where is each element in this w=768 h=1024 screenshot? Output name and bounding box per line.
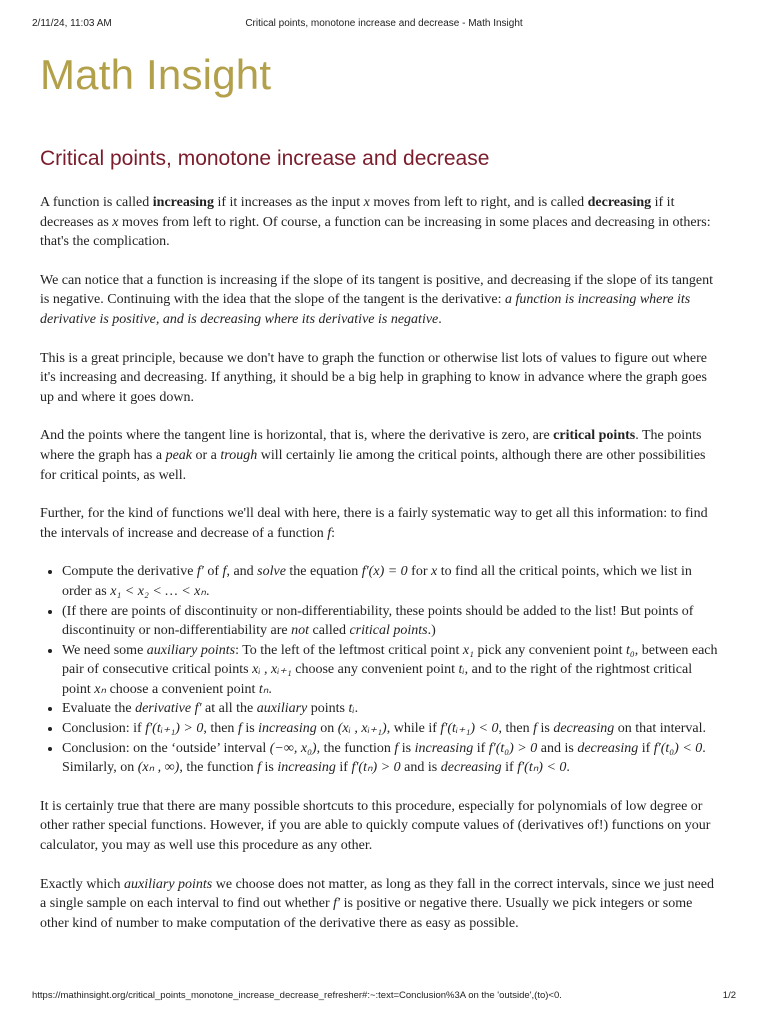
list-item: • We need some auxiliary points: To the left of the leftmost critical point x₁ pick any convenient point t₀, between each pair of consecutive critical points xᵢ , xᵢ₊₁ choose any convenient point tᵢ, and to the right of the rightmost critical point xₙ choose a convenient point tₙ. <box>62 641 720 700</box>
list-item: • Evaluate the derivative f′ at all the auxiliary points tᵢ. <box>62 699 720 719</box>
paragraph-procedure-intro: Further, for the kind of functions we'll deal with here, there is a fairly systematic way to get all this information: to find the intervals of increase and decrease of a function f: <box>40 506 708 541</box>
procedure-steps-list <box>40 562 720 778</box>
paragraph-shortcuts: It is certainly true that there are many possible shortcuts to this procedure, especially for polynomials of low degree or other rather special functions. However, if you are able to quickly compute values of (derivatives of!) functions on your calculator, you may as well use this procedure as any other. <box>40 798 711 854</box>
site-logo[interactable]: Math Insight <box>40 51 272 98</box>
print-header <box>32 18 736 32</box>
paragraph-critical-points: And the points where the tangent line is horizontal, that is, where the derivative is zero, are critical points. The points where the graph has a peak or a trough will certainly lie among the critical points, although there are other possibilities for critical points, as well. <box>40 428 706 483</box>
list-item: • Conclusion: if f′(tᵢ₊₁) > 0, then f is increasing on (xᵢ , xᵢ₊₁), while if f′(tᵢ₊₁) < 0, then f is decreasing on that interval. <box>62 719 720 739</box>
list-item: • Compute the derivative f′ of f, and solve the equation f′(x) = 0 for x to find all the critical points, which we list in order as x₁ < x₂ < … < xₙ. <box>62 562 720 601</box>
page-title: Critical points, monotone increase and decrease <box>40 147 490 170</box>
print-footer <box>32 990 736 1004</box>
print-date: 2/11/24, 11:03 AM <box>32 18 112 29</box>
article-content <box>40 145 720 952</box>
list-item: • Conclusion: on the ‘outside’ interval (−∞, x₀), the function f is increasing if f′(t₀) > 0 and is decreasing if f′(t₀) < 0. Similarly, on (xₙ , ∞), the function f is increasing if f′(tₙ) > 0 and is decreasing if f′(tₙ) < 0. <box>62 739 720 778</box>
print-url: https://mathinsight.org/critical_points_monotone_increase_decrease_refresher#:~:text=Conclusion%3A on the 'outside',(to)<0. <box>32 990 562 1001</box>
paragraph-definition: A function is called increasing if it increases as the input x moves from left to right, and is called decreasing if it decreases as x moves from left to right. Of course, a function can be increasing in some places and decreasing in others: that's the complication. <box>40 195 711 250</box>
paragraph-principle: This is a great principle, because we don't have to graph the function or otherwise list lots of values to figure out where it's increasing and decreasing. If anything, it should be a big help in graphing to know in advance where the graph goes up and where it goes down. <box>40 350 707 405</box>
list-item: • (If there are points of discontinuity or non-differentiability, these points should be added to the list! But points of discontinuity or non-differentiability are not called critical points.) <box>62 602 720 641</box>
paragraph-auxiliary-points: Exactly which auxiliary points we choose does not matter, as long as they fall in the correct intervals, since we just need a single sample on each interval to find out whether f′ is positive or negative there. Usually we pick integers or some other kind of number to make computation of the derivative there as easy as possible. <box>40 876 714 931</box>
paragraph-slope: We can notice that a function is increasing if the slope of its tangent is positive, and decreasing if the slope of its tangent is negative. Continuing with the idea that the slope of the tangent is the derivative: a function is increasing where its derivative is positive, and is decreasing where its derivative is negative. <box>40 272 714 327</box>
print-page-title: Critical points, monotone increase and decrease - Math Insight <box>245 18 523 29</box>
page-number: 1/2 <box>722 990 736 1001</box>
